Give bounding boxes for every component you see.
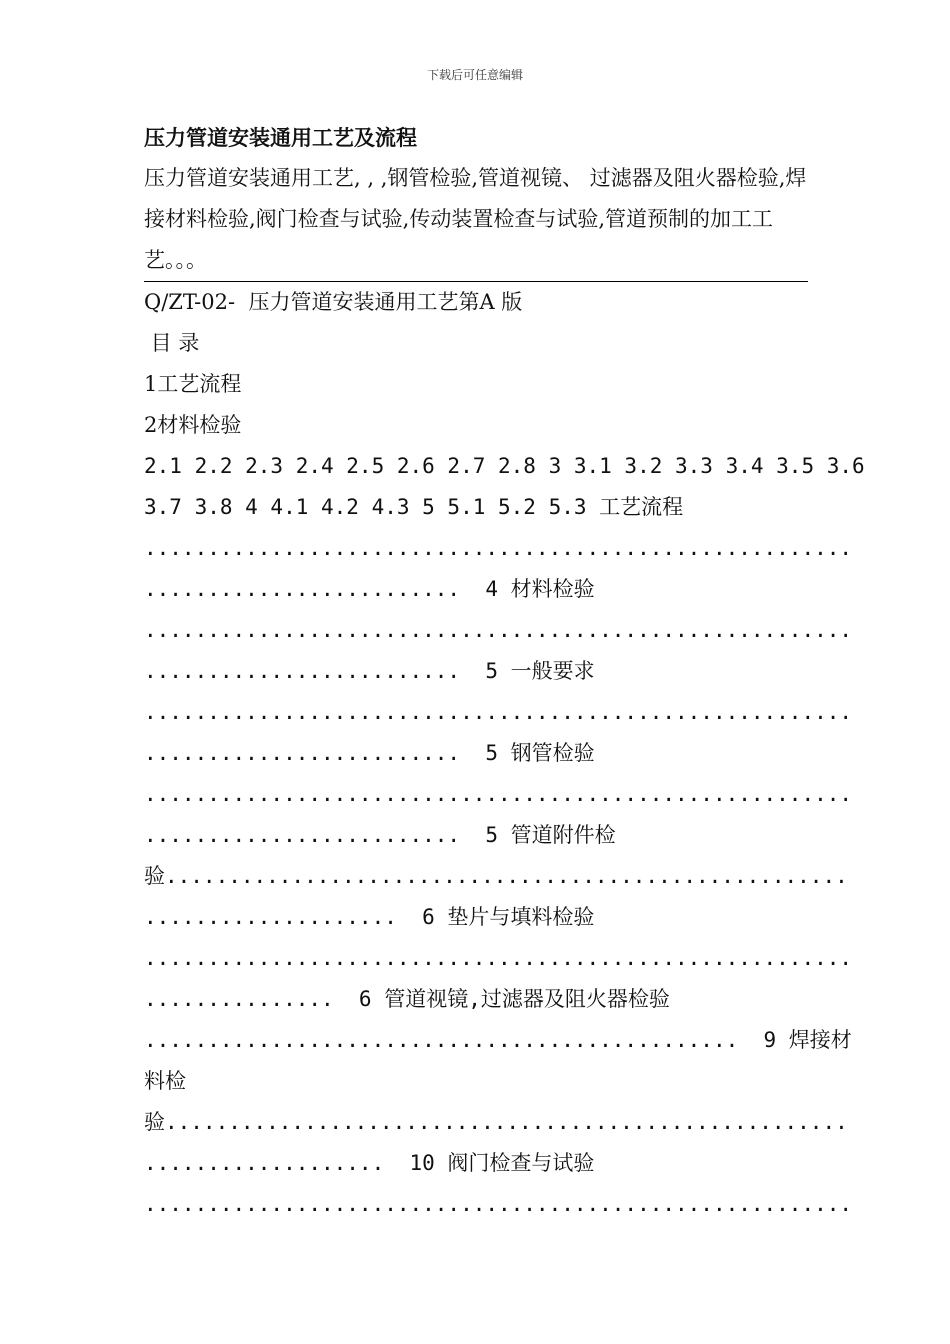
toc-entry-line: ......................... 5 钢管检验: [144, 741, 595, 765]
doc-code-line: Q/ZT-02- 压力管道安装通用工艺第A 版: [144, 290, 523, 314]
toc-entry-line: ........................................................: [144, 782, 853, 806]
toc-entry-line: ........................................................: [144, 946, 853, 970]
toc-entry-line: .................... 6 垫片与填料检验: [144, 905, 595, 929]
toc-entry-line: ........................................................: [144, 536, 853, 560]
toc-entry-line: ......................... 4 材料检验: [144, 577, 595, 601]
toc-entry-line: ................... 10 阀门检查与试验: [144, 1151, 595, 1175]
toc-section-1: 1工艺流程: [144, 372, 242, 396]
toc-entry-line: 验......................................................: [144, 1110, 848, 1134]
document-body: [144, 118, 865, 1225]
toc-entry-line: 验......................................................: [144, 864, 848, 888]
toc-heading: 目 录: [144, 331, 200, 355]
document-title: 压力管道安装通用工艺及流程: [144, 125, 417, 150]
page-header: 下载后可任意编辑: [426, 68, 523, 82]
toc-entry-line: ......................... 5 一般要求: [144, 659, 595, 683]
toc-entry-line: ........................................................: [144, 700, 853, 724]
toc-section-2: 2材料检验: [144, 413, 242, 437]
toc-numbers-line-2: 3.7 3.8 4 4.1 4.2 4.3 5 5.1 5.2 5.3 工艺流程: [144, 495, 684, 519]
intro-paragraph: 压力管道安装通用工艺, , ,钢管检验,管道视镜、 过滤器及阻火器检验,焊接材料检验,阀门检查与试验,传动装置检查与试验,管道预制的加工工艺。。。: [144, 158, 808, 282]
toc-entry-line: ............................................... 9 焊接材: [144, 1028, 852, 1052]
toc-entry-line: ............... 6 管道视镜,过滤器及阻火器检验: [144, 987, 670, 1011]
toc-numbers-line-1: 2.1 2.2 2.3 2.4 2.5 2.6 2.7 2.8 3 3.1 3.2 3.3 3.4 3.5 3.6: [144, 454, 865, 478]
toc-entry-line: ........................................................: [144, 618, 853, 642]
toc-entry-line: ......................... 5 管道附件检: [144, 823, 616, 847]
toc-entries: [144, 528, 853, 1225]
toc-entry-line: 料检: [144, 1069, 186, 1093]
toc-entry-line: ........................................................: [144, 1192, 853, 1216]
